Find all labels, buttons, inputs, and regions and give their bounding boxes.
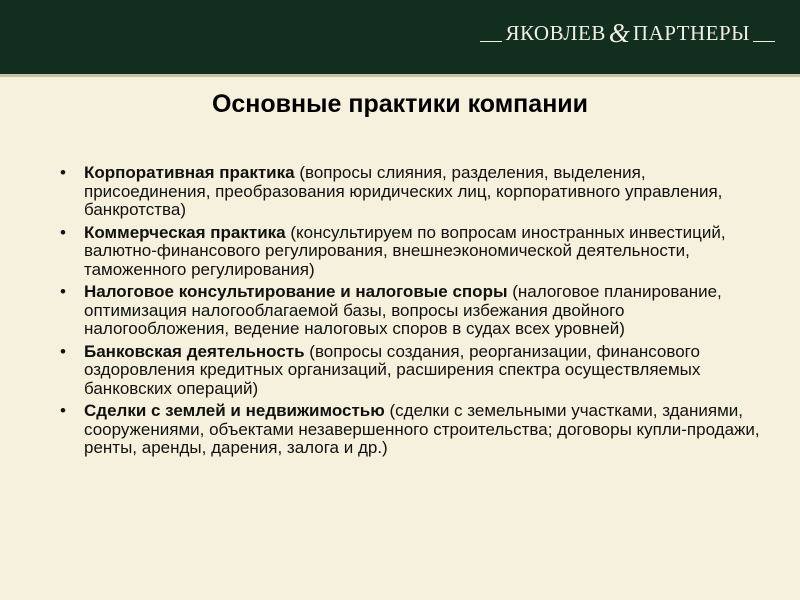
practice-heading: Коммерческая практика (84, 222, 286, 242)
practice-heading: Сделки с землей и недвижимостью (84, 401, 385, 420)
practice-description: (налоговое планирование, оптимизация налогооблагаемой базы, вопросы избежания двойного налогообложения, ведение налоговых споров в судах всех уровней) (84, 282, 722, 338)
practice-heading: Банковская деятельность (84, 341, 305, 361)
practice-description: (консультируем по вопросам иностранных инвестиций, валютно-финансового регулирования, внешнеэкономической деятельности, таможенного регулирования) (84, 222, 726, 279)
practice-heading: Налоговое консультирование и налоговые споры (84, 282, 508, 301)
practice-description: (вопросы создания, реорганизации, финансового оздоровления кредитных организаций, расширения спектра осуществляемых банковских операций) (84, 341, 701, 398)
list-item (60, 343, 770, 399)
practice-heading: Корпоративная практика (84, 163, 295, 182)
bullet-icon: • (60, 341, 66, 361)
bullet-icon: • (60, 401, 66, 420)
logo-rule-left (480, 41, 502, 42)
practice-description: (вопросы слияния, разделения, выделения, присоединения, преобразования юридических лиц, корпоративного управления, банкротства) (84, 163, 723, 219)
logo-word-left: ЯКОВЛЕВ (505, 21, 606, 45)
logo-word-right: ПАРТНЕРЫ (632, 21, 750, 45)
list-item (60, 224, 770, 280)
practice-list (60, 164, 770, 462)
company-logo (477, 20, 778, 46)
logo-ampersand: & (608, 18, 630, 48)
logo-rule-right (753, 41, 775, 42)
bullet-icon: • (60, 222, 66, 242)
list-item (60, 402, 770, 458)
list-item (60, 283, 770, 339)
bullet-icon: • (60, 282, 66, 301)
slide-title: Основные практики компании (211, 90, 589, 118)
bullet-icon: • (60, 163, 66, 182)
header-bar (0, 0, 800, 74)
header-divider (0, 74, 800, 77)
list-item (60, 164, 770, 220)
practice-description: (сделки с земельными участками, зданиями, сооружениями, объектами незавершенного строительства; договоры купли-продажи, ренты, аренды, дарения, залога и др.) (84, 401, 760, 457)
